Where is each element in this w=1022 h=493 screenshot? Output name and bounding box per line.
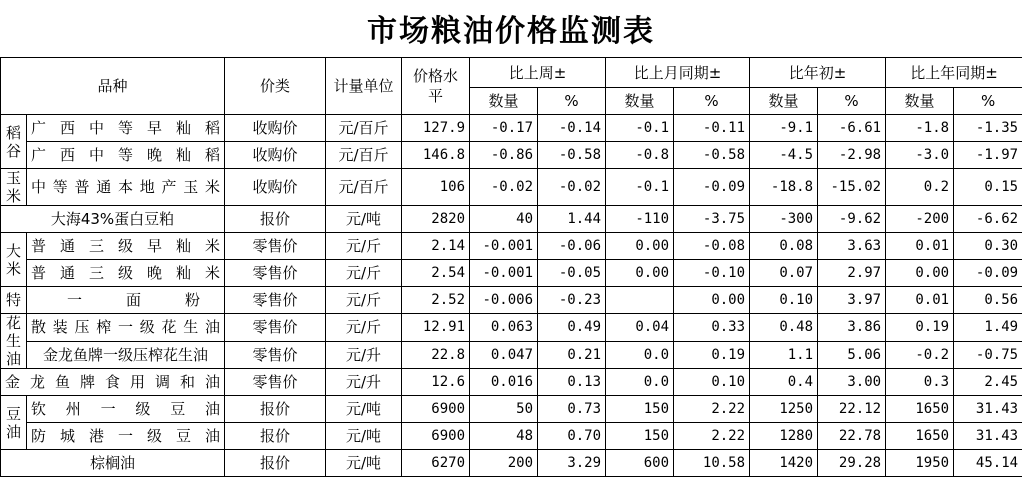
row-change-qty: -200 [886, 206, 954, 233]
table-row [1, 369, 1022, 396]
row-change-qty: 50 [470, 396, 538, 423]
table-row [1, 287, 1022, 314]
header-price-level: 价格水平 [402, 58, 470, 115]
row-change-pct: 2.97 [818, 260, 886, 287]
header-pct: % [538, 88, 606, 115]
row-change-qty: -0.1 [606, 169, 674, 206]
table-row [1, 206, 1022, 233]
row-change-qty: -0.02 [470, 169, 538, 206]
row-change-qty: 1.1 [750, 341, 818, 369]
row-change-qty: 0.04 [606, 314, 674, 342]
row-change-pct: 10.58 [674, 450, 750, 477]
row-change-qty: 0.063 [470, 314, 538, 342]
row-change-pct: 3.63 [818, 233, 886, 260]
row-change-pct: 2.45 [954, 369, 1022, 396]
row-change-pct: 31.43 [954, 423, 1022, 450]
row-name: 广西中等晚籼稻 [27, 142, 225, 169]
row-name: 大海43%蛋白豆粕 [1, 206, 225, 233]
row-price: 22.8 [402, 341, 470, 369]
row-change-pct: -6.62 [954, 206, 1022, 233]
row-change-qty: -0.17 [470, 115, 538, 142]
row-change-pct: -0.06 [538, 233, 606, 260]
table-row [1, 396, 1022, 423]
row-unit: 元/升 [326, 341, 402, 369]
row-price: 2.52 [402, 287, 470, 314]
row-change-pct: -1.35 [954, 115, 1022, 142]
table-row [1, 450, 1022, 477]
row-change-pct: -0.58 [674, 142, 750, 169]
header-qty: 数量 [886, 88, 954, 115]
category-label: 特 [1, 287, 27, 314]
row-change-qty: -300 [750, 206, 818, 233]
row-change-pct: -3.75 [674, 206, 750, 233]
row-change-pct: 31.43 [954, 396, 1022, 423]
header-group-week: 比上周± [470, 58, 606, 88]
row-unit: 元/斤 [326, 314, 402, 342]
row-change-pct: -0.05 [538, 260, 606, 287]
row-change-qty: 0.01 [886, 287, 954, 314]
row-change-pct: 0.13 [538, 369, 606, 396]
row-change-pct: -0.14 [538, 115, 606, 142]
row-unit: 元/斤 [326, 233, 402, 260]
row-price-type: 报价 [225, 206, 326, 233]
row-name: 金龙鱼牌食用调和油 [1, 369, 225, 396]
row-change-qty: 48 [470, 423, 538, 450]
table-row [1, 423, 1022, 450]
row-change-qty: 150 [606, 423, 674, 450]
row-name: 广西中等早籼稻 [27, 115, 225, 142]
row-change-pct: -9.62 [818, 206, 886, 233]
category-label: 大米 [1, 233, 27, 287]
row-unit: 元/吨 [326, 396, 402, 423]
row-change-pct: 2.22 [674, 423, 750, 450]
row-change-qty: 0.0 [606, 341, 674, 369]
row-change-pct: 5.06 [818, 341, 886, 369]
header-group-year-start: 比年初± [750, 58, 886, 88]
row-unit: 元/百斤 [326, 169, 402, 206]
row-change-pct: -2.98 [818, 142, 886, 169]
row-change-qty: 0.00 [606, 260, 674, 287]
row-change-qty: -0.001 [470, 233, 538, 260]
row-price-type: 收购价 [225, 169, 326, 206]
header-variety: 品种 [1, 58, 225, 115]
row-change-pct: -1.97 [954, 142, 1022, 169]
row-price-type: 零售价 [225, 260, 326, 287]
row-change-qty [606, 287, 674, 314]
row-change-pct: -0.09 [954, 260, 1022, 287]
row-change-pct: 0.10 [674, 369, 750, 396]
table-row [1, 169, 1022, 206]
row-change-qty: 600 [606, 450, 674, 477]
row-price-type: 报价 [225, 450, 326, 477]
row-price-type: 零售价 [225, 233, 326, 260]
row-change-pct: 0.15 [954, 169, 1022, 206]
category-label: 玉米 [1, 169, 27, 206]
row-change-qty: 0.016 [470, 369, 538, 396]
row-change-pct: -6.61 [818, 115, 886, 142]
row-change-qty: -3.0 [886, 142, 954, 169]
row-change-qty: -0.8 [606, 142, 674, 169]
row-name: 中等普通本地产玉米 [27, 169, 225, 206]
row-price-type: 报价 [225, 423, 326, 450]
table-row [1, 341, 1022, 369]
row-change-qty: -0.001 [470, 260, 538, 287]
row-change-qty: -110 [606, 206, 674, 233]
table-row [1, 115, 1022, 142]
header-pct: % [818, 88, 886, 115]
row-change-qty: 0.07 [750, 260, 818, 287]
row-change-qty: -0.1 [606, 115, 674, 142]
row-change-pct: -0.11 [674, 115, 750, 142]
row-change-qty: 0.3 [886, 369, 954, 396]
table-row [1, 260, 1022, 287]
row-change-qty: 1950 [886, 450, 954, 477]
row-change-pct: 45.14 [954, 450, 1022, 477]
row-name: 一面粉 [27, 287, 225, 314]
row-price: 6900 [402, 396, 470, 423]
row-change-qty: 0.08 [750, 233, 818, 260]
row-change-pct: 0.30 [954, 233, 1022, 260]
header-unit: 计量单位 [326, 58, 402, 115]
header-qty: 数量 [470, 88, 538, 115]
row-change-pct: -0.02 [538, 169, 606, 206]
row-change-qty: 150 [606, 396, 674, 423]
row-change-pct: 22.78 [818, 423, 886, 450]
row-price: 2.14 [402, 233, 470, 260]
row-price: 127.9 [402, 115, 470, 142]
row-change-pct: 0.21 [538, 341, 606, 369]
row-change-pct: 22.12 [818, 396, 886, 423]
row-change-pct: -0.09 [674, 169, 750, 206]
row-name: 棕榈油 [1, 450, 225, 477]
row-change-pct: 0.00 [674, 287, 750, 314]
row-unit: 元/斤 [326, 260, 402, 287]
row-change-qty: 0.19 [886, 314, 954, 342]
row-name: 防城港一级豆油 [27, 423, 225, 450]
row-price-type: 收购价 [225, 142, 326, 169]
row-change-qty: 0.10 [750, 287, 818, 314]
row-change-pct: 0.33 [674, 314, 750, 342]
header-pct: % [674, 88, 750, 115]
row-change-qty: 0.0 [606, 369, 674, 396]
row-price-type: 收购价 [225, 115, 326, 142]
row-price-type: 零售价 [225, 369, 326, 396]
row-name: 钦州一级豆油 [27, 396, 225, 423]
header-group-month: 比上月同期± [606, 58, 750, 88]
row-price-type: 零售价 [225, 341, 326, 369]
row-change-qty: 0.00 [886, 260, 954, 287]
row-change-qty: -0.006 [470, 287, 538, 314]
row-name: 普通三级晚籼米 [27, 260, 225, 287]
row-change-qty: -0.86 [470, 142, 538, 169]
row-change-pct: 0.49 [538, 314, 606, 342]
row-price: 6900 [402, 423, 470, 450]
row-price: 12.6 [402, 369, 470, 396]
row-unit: 元/吨 [326, 423, 402, 450]
row-change-qty: 0.2 [886, 169, 954, 206]
row-change-pct: -0.58 [538, 142, 606, 169]
row-change-pct: -15.02 [818, 169, 886, 206]
category-label: 花生油 [1, 314, 27, 369]
category-label: 豆油 [1, 396, 27, 450]
category-label: 稻谷 [1, 115, 27, 169]
row-change-pct: 3.29 [538, 450, 606, 477]
row-unit: 元/吨 [326, 206, 402, 233]
header-qty: 数量 [750, 88, 818, 115]
row-price: 106 [402, 169, 470, 206]
row-change-pct: 29.28 [818, 450, 886, 477]
row-change-pct: -0.23 [538, 287, 606, 314]
row-change-qty: 0.4 [750, 369, 818, 396]
table-row [1, 233, 1022, 260]
row-change-qty: 1280 [750, 423, 818, 450]
row-price-type: 零售价 [225, 287, 326, 314]
header-pct: % [954, 88, 1022, 115]
row-change-qty: -18.8 [750, 169, 818, 206]
row-change-pct: -0.10 [674, 260, 750, 287]
page-title: 市场粮油价格监测表 [367, 14, 655, 49]
row-change-qty: -1.8 [886, 115, 954, 142]
row-change-qty: 200 [470, 450, 538, 477]
row-change-qty: -0.2 [886, 341, 954, 369]
row-change-qty: 0.48 [750, 314, 818, 342]
row-change-qty: -9.1 [750, 115, 818, 142]
row-change-qty: 40 [470, 206, 538, 233]
row-change-pct: 3.86 [818, 314, 886, 342]
table-row [1, 314, 1022, 342]
row-change-qty: 1650 [886, 396, 954, 423]
row-change-qty: 0.01 [886, 233, 954, 260]
row-price: 2820 [402, 206, 470, 233]
header-price-type: 价类 [225, 58, 326, 115]
row-change-qty: 1650 [886, 423, 954, 450]
table-row [1, 142, 1022, 169]
row-unit: 元/升 [326, 369, 402, 396]
row-change-qty: -4.5 [750, 142, 818, 169]
row-name: 散装压榨一级花生油 [27, 314, 225, 342]
row-unit: 元/百斤 [326, 142, 402, 169]
row-name: 普通三级早籼米 [27, 233, 225, 260]
row-change-pct: 0.73 [538, 396, 606, 423]
row-change-pct: 3.00 [818, 369, 886, 396]
price-table [0, 57, 1022, 477]
row-change-qty: 1250 [750, 396, 818, 423]
row-change-pct: 3.97 [818, 287, 886, 314]
header-group-last-year: 比上年同期± [886, 58, 1022, 88]
row-unit: 元/百斤 [326, 115, 402, 142]
row-change-pct: 0.19 [674, 341, 750, 369]
row-change-pct: -0.08 [674, 233, 750, 260]
row-price: 146.8 [402, 142, 470, 169]
row-price: 12.91 [402, 314, 470, 342]
row-change-pct: -0.75 [954, 341, 1022, 369]
row-change-qty: 0.00 [606, 233, 674, 260]
row-price-type: 零售价 [225, 314, 326, 342]
row-change-pct: 1.49 [954, 314, 1022, 342]
row-change-qty: 0.047 [470, 341, 538, 369]
row-change-pct: 1.44 [538, 206, 606, 233]
row-unit: 元/吨 [326, 450, 402, 477]
row-price: 2.54 [402, 260, 470, 287]
row-change-qty: 1420 [750, 450, 818, 477]
row-name: 金龙鱼牌一级压榨花生油 [27, 341, 225, 369]
row-price: 6270 [402, 450, 470, 477]
row-price-type: 报价 [225, 396, 326, 423]
row-change-pct: 0.56 [954, 287, 1022, 314]
header-qty: 数量 [606, 88, 674, 115]
row-change-pct: 2.22 [674, 396, 750, 423]
row-change-pct: 0.70 [538, 423, 606, 450]
row-unit: 元/斤 [326, 287, 402, 314]
